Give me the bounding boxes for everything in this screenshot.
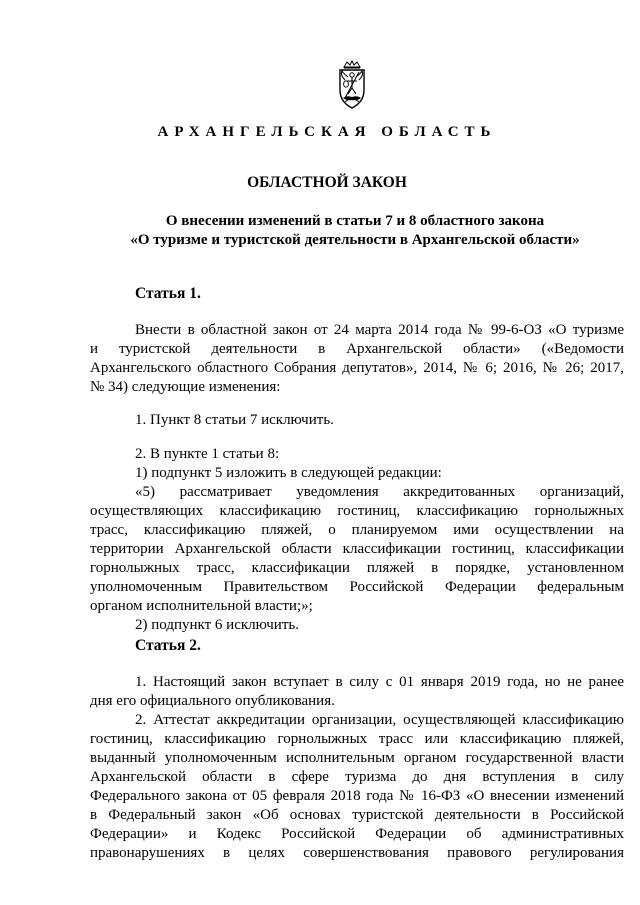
text-line: дня его официального опубликования. (90, 693, 335, 709)
text-line: Внести в областной закон от 24 марта 2014 года № 99-6-ОЗ «О туризме (135, 322, 624, 338)
text-line: 1. Пункт 8 статьи 7 исключить. (135, 412, 334, 428)
article-2-paragraph-1 (90, 673, 624, 711)
article-2-heading: Статья 2. (135, 637, 201, 654)
text-line: и туристской деятельности в Архангельской области» («Ведомости (90, 341, 624, 357)
text-line: трасс, классификацию пляжей, о планируемом ими осуществлении на (90, 522, 624, 538)
text-line: 2) подпункт 6 исключить. (135, 617, 299, 633)
text-line: 2. В пункте 1 статьи 8: (135, 446, 280, 462)
text-line: горнолыжных трасс, классификации пляжей в порядке, установленном (90, 560, 624, 576)
text-line: Федерального закона от 05 февраля 2018 года № 16-ФЗ «О внесении изменений (90, 788, 624, 804)
article-1-item-1 (90, 411, 624, 430)
text-line: территории Архангельской области классификации гостиниц, классификации (90, 541, 624, 557)
text-line: 1) подпункт 5 изложить в следующей редакции: (135, 465, 442, 481)
text-line: правонарушениях в целях совершенствования правового регулирования (90, 845, 624, 861)
article-1-intro (90, 321, 624, 397)
subtitle-line: О внесении изменений в статьи 7 и 8 областного закона (165, 213, 545, 229)
article-1-heading: Статья 1. (135, 285, 201, 302)
text-line: Архангельской области в сфере туризма до дня вступления в силу (90, 769, 624, 785)
text-line: Федерации» и Кодекс Российской Федерации об административных (90, 826, 624, 842)
text-line: № 34) следующие изменения: (90, 379, 281, 395)
text-line: 1. Настоящий закон вступает в силу с 01 января 2019 года, но не ранее (135, 674, 624, 690)
law-subtitle (90, 212, 620, 250)
document-type: ОБЛАСТНОЙ ЗАКОН (247, 174, 407, 191)
article-1-item-2 (90, 445, 624, 635)
text-line: 2. Аттестат аккредитации организации, осуществляющей классификацию (135, 712, 624, 728)
text-line: выданный уполномоченным исполнительным органом государственной власти (90, 750, 624, 766)
region-name: АРХАНГЕЛЬСКАЯ ОБЛАСТЬ (157, 124, 497, 140)
article-2-paragraph-2 (90, 711, 624, 863)
text-line: «5) рассматривает уведомления аккредитованных организаций, (135, 484, 624, 500)
subtitle-line: «О туризме и туристской деятельности в Архангельской области» (130, 232, 580, 248)
coat-of-arms-emblem (331, 60, 373, 110)
text-line: органом исполнительной власти;»; (90, 598, 313, 614)
text-line: Архангельского областного Собрания депутатов», 2014, № 6; 2016, № 26; 2017, (90, 360, 624, 376)
text-line: осуществляющих классификацию гостиниц, классификацию горнолыжных (90, 503, 624, 519)
text-line: в Федеральный закон «Об основах туристской деятельности в Российской (90, 807, 624, 823)
text-line: уполномоченным Правительством Российской Федерации федеральным (90, 579, 624, 595)
text-line: гостиниц, классификацию горнолыжных трасс или классификацию пляжей, (90, 731, 624, 747)
